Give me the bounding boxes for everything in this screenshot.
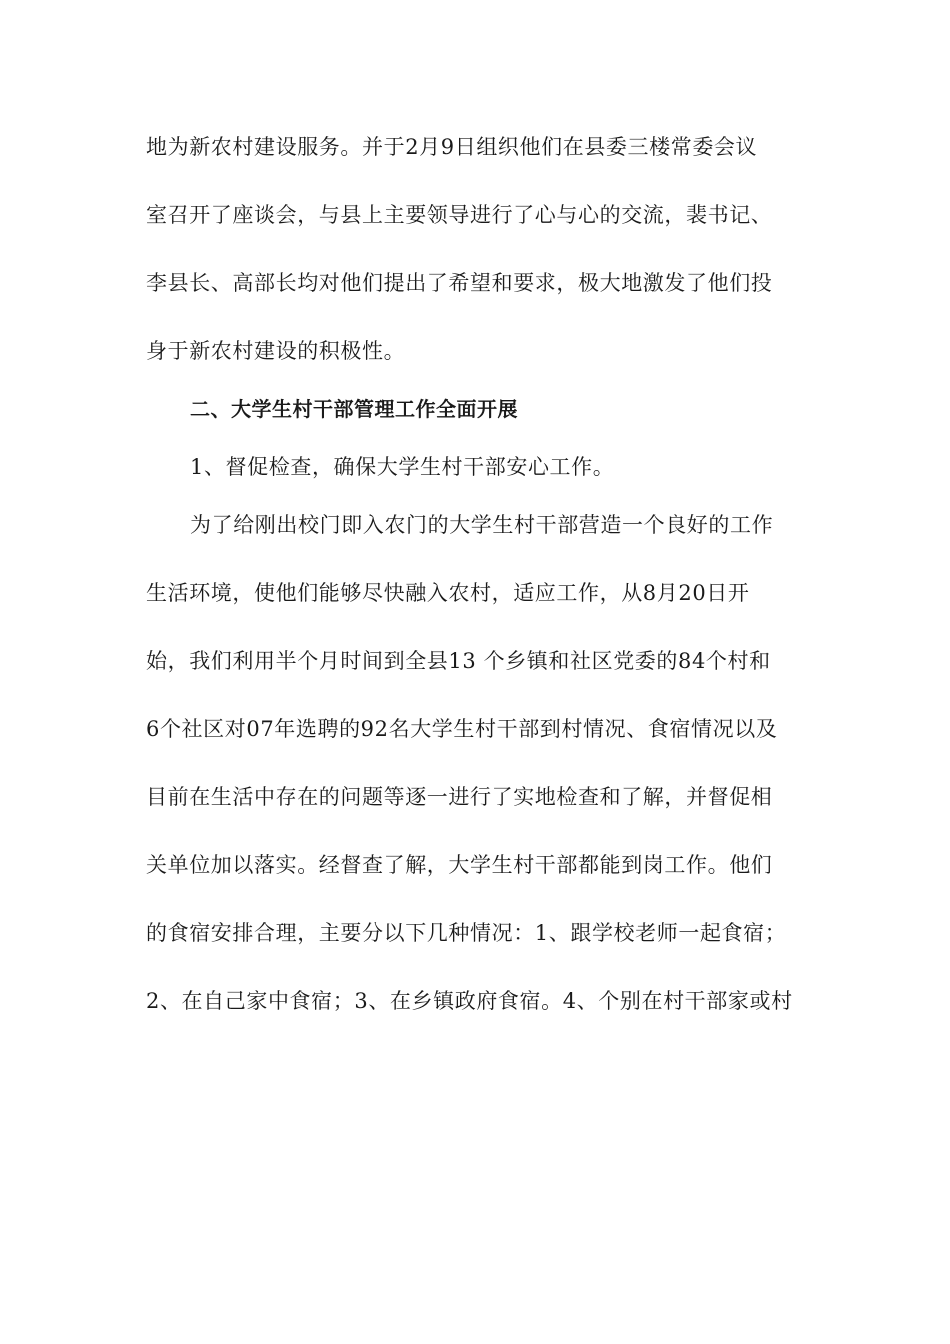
subheading: 1、督促检查，确保大学生村干部安心工作。 [190, 455, 615, 479]
paragraph-line: 2、在自己家中食宿；3、在乡镇政府食宿。4、个别在村干部家或村 [146, 989, 793, 1013]
paragraph-line: 生活环境，使他们能够尽快融入农村，适应工作，从8月20日开 [146, 581, 750, 605]
section-heading: 二、大学生村干部管理工作全面开展 [190, 397, 518, 421]
paragraph-line: 李县长、高部长均对他们提出了希望和要求，极大地激发了他们投 [146, 271, 773, 295]
paragraph-line: 的食宿安排合理，主要分以下几种情况：1、跟学校老师一起食宿； [146, 921, 787, 945]
paragraph-line: 目前在生活中存在的问题等逐一进行了实地检查和了解，并督促相 [146, 785, 773, 809]
paragraph-line: 关单位加以落实。经督查了解，大学生村干部都能到岗工作。他们 [146, 853, 773, 877]
paragraph-line: 为了给刚出校门即入农门的大学生村干部营造一个良好的工作 [190, 513, 774, 537]
paragraph-line: 室召开了座谈会，与县上主要领导进行了心与心的交流，裴书记、 [146, 203, 773, 227]
paragraph-line: 地为新农村建设服务。并于2月9日组织他们在县委三楼常委会议 [146, 135, 758, 159]
paragraph-line: 身于新农村建设的积极性。 [146, 339, 406, 363]
document-page [146, 130, 806, 1052]
paragraph-line: 6个社区对07年选聘的92名大学生村干部到村情况、食宿情况以及 [146, 717, 778, 741]
paragraph-line: 始，我们利用半个月时间到全县13 个乡镇和社区党委的84个村和 [146, 649, 771, 673]
